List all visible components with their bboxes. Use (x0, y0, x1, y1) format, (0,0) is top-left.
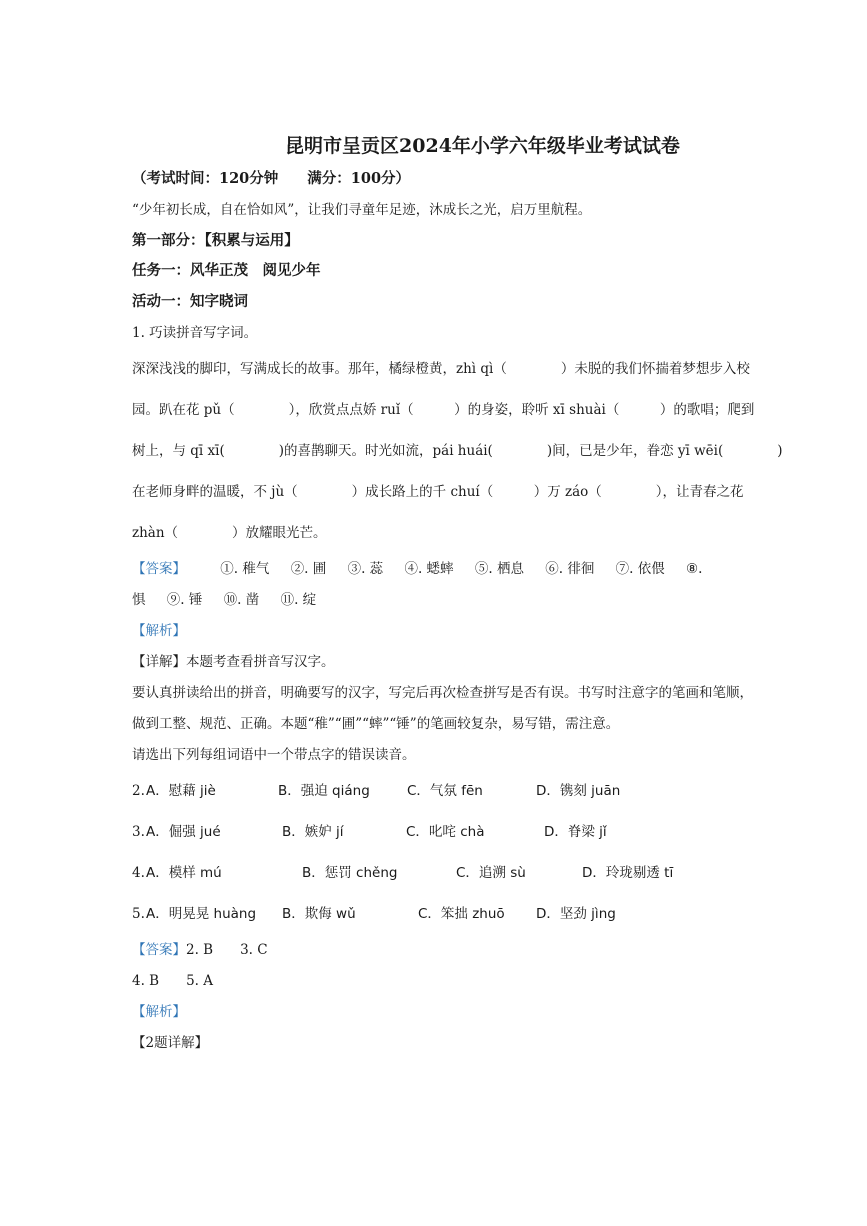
task-heading: 任务一：风华正茂 阅见少年 (132, 262, 321, 279)
option-a: A．模样 mú (146, 865, 222, 881)
option-c: C．叱咤 chà (406, 824, 485, 840)
detail-text: 要认真拼读给出的拼音，明确要写的汉字，写完后再次检查拼写是否有误。书写时注意字的笔画和笔顺， (132, 685, 753, 701)
answer-item: ⑨. 锤 (166, 592, 203, 608)
question-number: 5. (132, 906, 145, 922)
answer-item: ⑦. 依偎 (615, 561, 665, 577)
answer-values: 4. B 5. A (132, 973, 214, 989)
option-d: D．镌刻 juān (536, 783, 621, 799)
answer-item: ②. 圃 (290, 561, 327, 577)
option-d: D．脊梁 jǐ (544, 824, 607, 840)
option-c: C．追溯 sù (456, 865, 526, 881)
question-1-line-5: zhàn（ ）放耀眼光芒。 (132, 525, 327, 541)
option-d: D．玲珑剔透 tī (582, 865, 674, 881)
answer-row (132, 941, 268, 959)
activity-heading: 活动一：知字晓词 (132, 293, 248, 310)
option-b: B．强迫 qiáng (278, 783, 370, 799)
option-b: B．欺侮 wǔ (282, 906, 356, 922)
question-1-line-3: 树上，与 qī xī( )的喜鹊聊天。时光如流，pái huái( )间，已是少年，眷恋 yī wēi( ) (132, 443, 783, 459)
question-number: 3. (132, 824, 145, 840)
option-c: C．笨拙 zhuō (418, 906, 505, 922)
analysis-label: 【解析】 (132, 1004, 186, 1020)
option-a: A．明晃晃 huàng (146, 906, 257, 922)
answer-item: ⑧. (686, 561, 703, 577)
answer-label: 【答案】 (132, 561, 186, 577)
question-1-line-4: 在老师身畔的温暖，不 jù（ ）成长路上的千 chuí（ ）万 záo（ ），让青春之花 (132, 484, 744, 500)
exam-info: （考试时间：120分钟 满分：100分） (132, 170, 411, 187)
option-a: A．倔强 jué (146, 824, 221, 840)
option-d: D．坚劲 jìng (536, 906, 616, 922)
answer-item: ⑪. 绽 (280, 592, 317, 608)
question-1-answers (132, 560, 719, 578)
question-1-prompt: 1. 巧读拼音写字词。 (132, 325, 258, 341)
intro-text: “少年初长成，自在恰如风”，让我们寻童年足迹，沐成长之光，启万里航程。 (132, 202, 592, 218)
question-1-line-2: 园。趴在花 pǔ（ ），欣赏点点娇 ruǐ（ ）的身姿，聆听 xī shuài（ ）的歌唱；爬到 (132, 402, 755, 418)
option-a: A．慰藉 jiè (146, 783, 216, 799)
analysis-label: 【解析】 (132, 623, 186, 639)
option-b: B．惩罚 chěng (302, 865, 398, 881)
answer-item: ⑩. 凿 (223, 592, 260, 608)
page-title: 昆明市呈贡区2024年小学六年级毕业考试试卷 (285, 135, 680, 157)
section-prompt: 请选出下列每组词语中一个带点字的错误读音。 (132, 747, 416, 763)
detail-label: 【2题详解】 (132, 1035, 209, 1051)
part-heading: 第一部分：【积累与运用】 (132, 232, 299, 249)
answer-item: ⑤. 栖息 (474, 561, 524, 577)
answer-label: 【答案】 (132, 942, 186, 958)
answer-item: ①. 稚气 (220, 561, 270, 577)
detail-text: 做到工整、规范、正确。本题“稚”“圃”“蟀”“锤”的笔画较复杂，易写错，需注意。 (132, 716, 620, 732)
answer-values: 2. B 3. C (186, 942, 268, 958)
question-1-line-1: 深深浅浅的脚印，写满成长的故事。那年，橘绿橙黄，zhì qì（ ）未脱的我们怀揣着梦想步入校 (132, 361, 750, 377)
detail-text: 【详解】本题考查看拼音写汉字。 (132, 654, 335, 670)
question-number: 2. (132, 783, 145, 799)
answer-item: ⑥. 徘徊 (545, 561, 595, 577)
answer-item: ④. 蟋蟀 (404, 561, 454, 577)
answer-item: ③. 蕊 (347, 561, 384, 577)
question-number: 4. (132, 865, 145, 881)
question-1-answers-cont (132, 591, 333, 609)
option-b: B．嫉妒 jí (282, 824, 344, 840)
option-c: C．气氛 fēn (407, 783, 483, 799)
answer-item: 惧 (132, 592, 146, 608)
